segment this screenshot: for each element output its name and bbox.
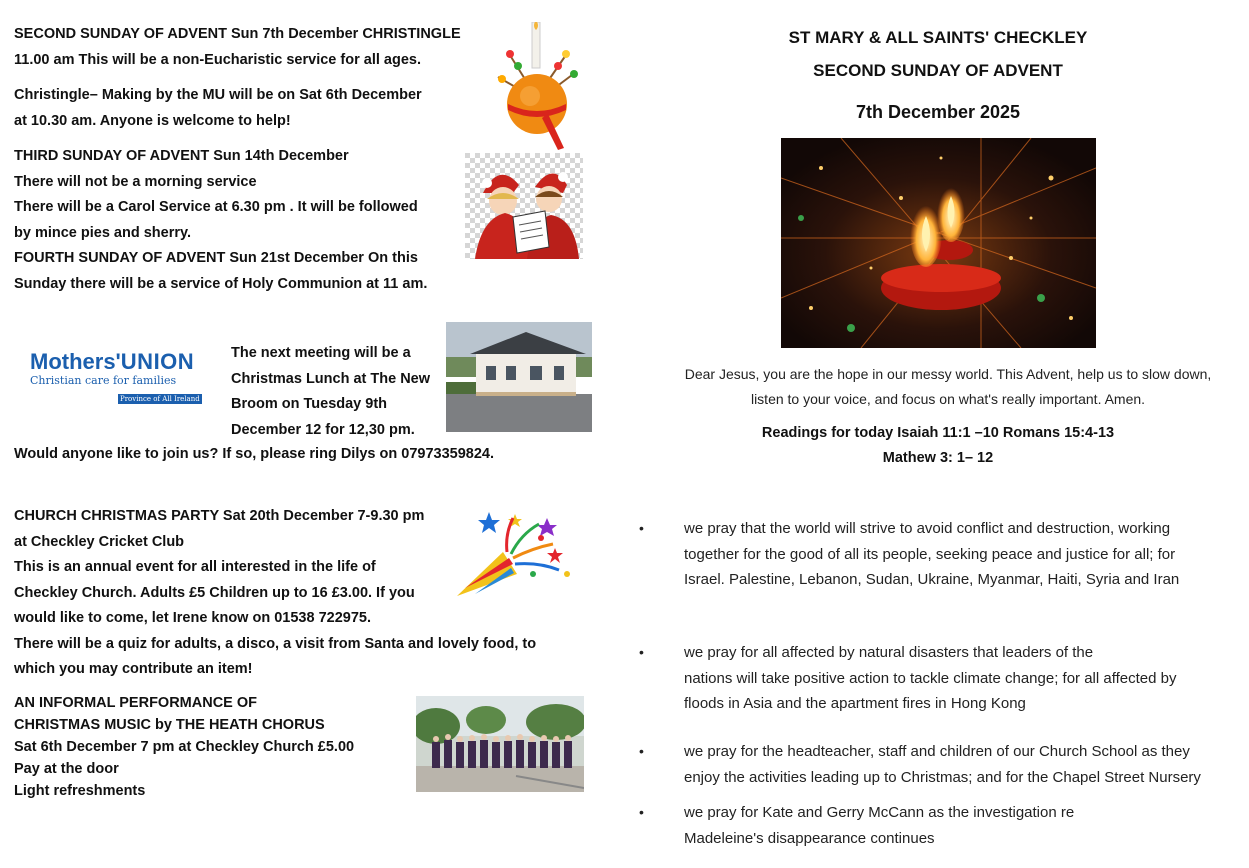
christingle-line1: Christingle– Making by the MU will be on Sat 6th December bbox=[14, 87, 422, 103]
prayer-bullet bbox=[639, 640, 1244, 717]
new-broom-photo bbox=[446, 322, 592, 432]
bullet-dot: • bbox=[639, 644, 644, 660]
christingle-line2: at 10.30 am. Anyone is welcome to help! bbox=[14, 112, 291, 129]
prayer-bullet-line: Madeleine's disappearance continues bbox=[684, 829, 935, 847]
readings-line2: Mathew 3: 1– 12 bbox=[882, 450, 994, 466]
party-line3: This is an annual event for all interested in the life of bbox=[14, 559, 376, 575]
church-title: ST MARY & ALL SAINTS' CHECKLEY bbox=[788, 28, 1088, 47]
concert-line4: Pay at the door bbox=[14, 761, 119, 777]
readings bbox=[698, 421, 1178, 471]
concert-line5: Light refreshments bbox=[14, 783, 146, 799]
prayer-bullet bbox=[639, 800, 1244, 851]
party-line4: Checkley Church. Adults £5 Children up to 16 £3.00. If you bbox=[14, 584, 415, 601]
carol-singers-image bbox=[465, 153, 583, 259]
prayer-bullet bbox=[639, 516, 1244, 593]
bullet-dot: • bbox=[639, 520, 644, 536]
mu-logo-word2: UNION bbox=[120, 349, 195, 374]
party-popper-image bbox=[455, 508, 580, 600]
mu-logo-sub: Province of All Ireland bbox=[120, 395, 200, 403]
party-line1: CHURCH CHRISTMAS PARTY Sat 20th December 7-9.30 pm bbox=[14, 508, 425, 524]
prayer-bullet-line: we pray that the world will strive to avoid conflict and destruction, working bbox=[684, 520, 1171, 537]
prayer-bullet-line: nations will take positive action to tackle climate change; for all affected by bbox=[684, 669, 1177, 687]
concert-line2: CHRISTMAS MUSIC by THE HEATH CHORUS bbox=[14, 717, 325, 733]
mu-join-line: Would anyone like to join us? If so, please ring Dilys on 07973359824. bbox=[14, 446, 494, 462]
prayer-bullet-line: we pray for all affected by natural disasters that leaders of the bbox=[684, 644, 1094, 661]
concert-section bbox=[14, 692, 414, 802]
advent3-line4: by mince pies and sherry. bbox=[14, 224, 192, 241]
concert-line3: Sat 6th December 7 pm at Checkley Church £5.00 bbox=[14, 739, 355, 755]
advent4-line2: Sunday there will be a service of Holy Communion at 11 am. bbox=[14, 275, 428, 292]
party-line2: at Checkley Cricket Club bbox=[14, 533, 185, 550]
prayer-bullet-line: we pray for Kate and Gerry McCann as the investigation re bbox=[684, 804, 1075, 821]
christingle-section bbox=[14, 83, 474, 134]
party-line6: There will be a quiz for adults, a disco, a visit from Santa and lovely food, to bbox=[14, 635, 537, 652]
service-date: 7th December 2025 bbox=[855, 102, 1021, 122]
advent3-line2: There will not be a morning service bbox=[14, 173, 257, 190]
mu-line2: Christmas Lunch at The New bbox=[231, 370, 431, 387]
mu-logo-word1: Mothers' bbox=[30, 349, 121, 374]
advent3-section bbox=[14, 144, 464, 246]
advent3-line3: There will be a Carol Service at 6.30 pm . It will be followed bbox=[14, 199, 418, 215]
prayer-line1: Dear Jesus, you are the hope in our messy world. This Advent, help us to slow down, bbox=[684, 366, 1212, 382]
prayer-line2: listen to your voice, and focus on what's really important. Amen. bbox=[750, 391, 1146, 407]
advent4-section bbox=[14, 246, 474, 297]
advent2-section bbox=[14, 22, 484, 73]
prayer-bullet-line: we pray for the headteacher, staff and children of our Church School as they bbox=[684, 743, 1190, 760]
mu-meeting-section bbox=[231, 341, 446, 443]
mu-line1: The next meeting will be a bbox=[231, 345, 411, 361]
prayer-bullet-line: enjoy the activities leading up to Christmas; and for the Chapel Street Nursery bbox=[684, 768, 1201, 786]
advent-candles-photo bbox=[781, 138, 1096, 348]
bullet-dot: • bbox=[639, 804, 644, 820]
sunday-title: SECOND SUNDAY OF ADVENT bbox=[813, 61, 1063, 80]
advent-prayer bbox=[668, 362, 1228, 412]
readings-line1: Readings for today Isaiah 11:1 –10 Romans 15:4-13 bbox=[761, 425, 1115, 441]
party-line7: which you may contribute an item! bbox=[14, 661, 253, 677]
prayer-bullet-line: Israel. Palestine, Lebanon, Sudan, Ukraine, Myanmar, Haiti, Syria and Iran bbox=[684, 571, 1180, 588]
advent3-line1: THIRD SUNDAY OF ADVENT Sun 14th December bbox=[14, 148, 349, 164]
mu-line3: Broom on Tuesday 9th bbox=[231, 396, 388, 412]
prayer-bullet-line: together for the good of all its people, seeking peace and justice for all; for bbox=[684, 545, 1176, 563]
party-line5: would like to come, let Irene know on 01538 722975. bbox=[14, 610, 371, 626]
christingle-image bbox=[488, 22, 583, 152]
heath-chorus-photo bbox=[416, 696, 584, 792]
mothers-union-logo bbox=[30, 350, 215, 406]
concert-line1: AN INFORMAL PERFORMANCE OF bbox=[14, 695, 258, 711]
advent4-line1: FOURTH SUNDAY OF ADVENT Sun 21st December On this bbox=[14, 250, 418, 266]
mu-logo-tagline: Christian care for families bbox=[30, 374, 177, 387]
advent2-line2: 11.00 am This will be a non-Eucharistic service for all ages. bbox=[14, 51, 421, 68]
mu-line4: December 12 for 12,30 pm. bbox=[231, 421, 415, 438]
bullet-dot: • bbox=[639, 743, 644, 759]
prayer-bullet-line: floods in Asia and the apartment fires in Hong Kong bbox=[684, 695, 1026, 712]
prayer-bullet bbox=[639, 739, 1246, 790]
advent2-line1: SECOND SUNDAY OF ADVENT Sun 7th December CHRISTINGLE bbox=[14, 26, 461, 42]
